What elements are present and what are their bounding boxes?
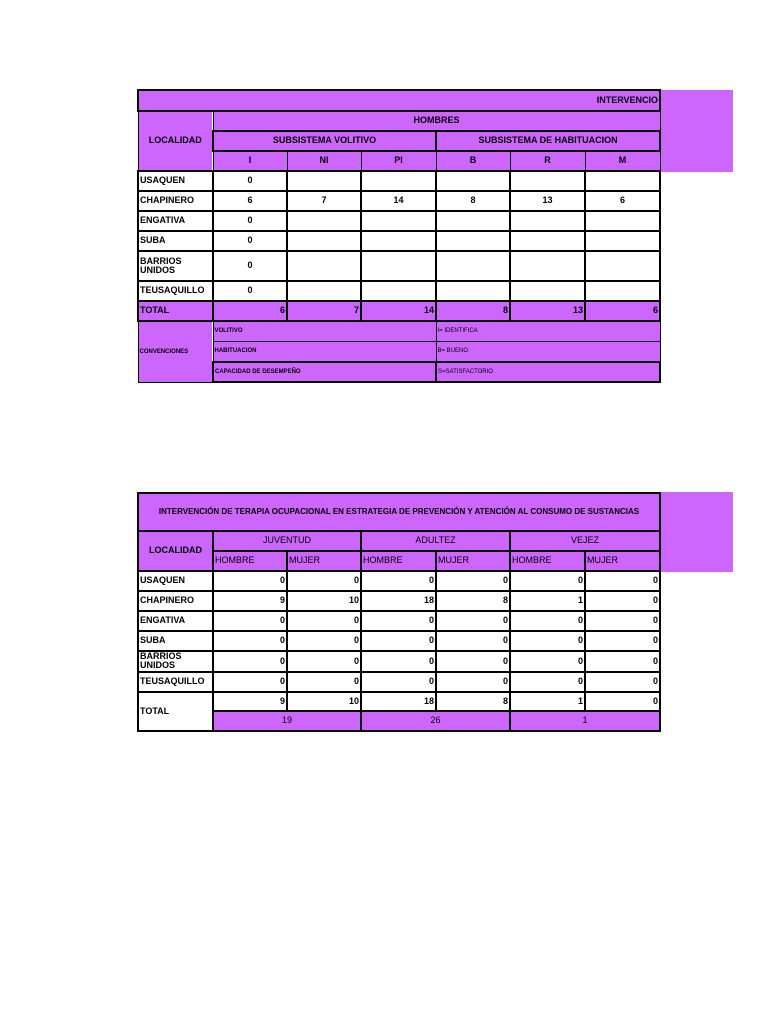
row-label: SUBA (138, 231, 213, 251)
table-row (138, 171, 660, 191)
cell: 1 (510, 591, 585, 611)
group-header: HOMBRES (213, 111, 660, 131)
cell (585, 251, 660, 281)
cell: 0 (361, 651, 436, 672)
row-label: TEUSAQUILLO (138, 281, 213, 301)
total-cell: 10 (287, 692, 361, 711)
cell (436, 251, 510, 281)
subsystem-header: SUBSISTEMA DE HABITUACION (436, 131, 660, 151)
cell (361, 251, 436, 281)
cell: 0 (213, 211, 287, 231)
cell: 0 (510, 611, 585, 631)
sex-header: MUJER (436, 551, 510, 571)
cell: 0 (213, 571, 287, 591)
cell (510, 211, 585, 231)
cell: 0 (436, 631, 510, 651)
cell: 0 (213, 251, 287, 281)
cell: 0 (287, 611, 361, 631)
total-cell: 9 (213, 692, 287, 711)
cell: 13 (510, 191, 585, 211)
column-header: M (585, 151, 660, 171)
convention-item: I= IDENTIFICA (436, 321, 660, 341)
cell (287, 251, 361, 281)
cell: 0 (585, 672, 660, 692)
group-total-cell: 1 (510, 711, 660, 731)
cell: 18 (361, 591, 436, 611)
cell: 0 (436, 611, 510, 631)
total-row (138, 301, 660, 321)
total-row (138, 692, 660, 711)
convention-item: B= BUENO (436, 341, 660, 362)
header-fill-extension (659, 492, 733, 572)
cell: 6 (213, 191, 287, 211)
cell: 0 (436, 672, 510, 692)
table-title: INTERVENCIO (138, 90, 660, 111)
cell: 9 (213, 591, 287, 611)
cell (361, 211, 436, 231)
table-row (138, 611, 660, 631)
row-label: ENGATIVA (138, 211, 213, 231)
cell: 14 (361, 191, 436, 211)
cell: 0 (213, 281, 287, 301)
age-group-header: JUVENTUD (213, 531, 361, 551)
total-cell: 8 (436, 301, 510, 321)
table-row (138, 231, 660, 251)
cell (436, 231, 510, 251)
conventions-label: CONVENCIONES (138, 321, 213, 382)
row-label: USAQUEN (138, 571, 213, 591)
group-total-cell: 26 (361, 711, 510, 731)
cell (510, 281, 585, 301)
total-cell: 6 (213, 301, 287, 321)
table-row (138, 211, 660, 231)
cell (510, 171, 585, 191)
cell: 0 (213, 631, 287, 651)
cell (287, 211, 361, 231)
cell: 0 (361, 571, 436, 591)
convention-item: CAPACIDAD DE DESEMPEÑO (213, 362, 436, 382)
cell (287, 281, 361, 301)
cell: 6 (585, 191, 660, 211)
age-group-header: ADULTEZ (361, 531, 510, 551)
table-title: INTERVENCIÓN DE TERAPIA OCUPACIONAL EN ESTRATEGIA DE PREVENCIÓN Y ATENCIÓN AL CONSUMO DE SUSTANCIAS (138, 493, 660, 531)
cell: 0 (361, 672, 436, 692)
group-total-row (138, 711, 660, 731)
localidad-header: LOCALIDAD (138, 531, 213, 571)
cell (287, 231, 361, 251)
table-row (138, 672, 660, 692)
cell (436, 281, 510, 301)
sex-header: HOMBRE (361, 551, 436, 571)
total-cell: 7 (287, 301, 361, 321)
column-header: I (213, 151, 287, 171)
cell: 0 (213, 231, 287, 251)
cell (510, 251, 585, 281)
cell: 0 (436, 571, 510, 591)
cell: 0 (585, 571, 660, 591)
column-header: PI (361, 151, 436, 171)
cell: 0 (510, 631, 585, 651)
total-cell: 6 (585, 301, 660, 321)
convention-item: HABITUACION (213, 341, 436, 362)
cell: 0 (213, 672, 287, 692)
cell (361, 281, 436, 301)
cell: 0 (585, 611, 660, 631)
substance-prevention-table (137, 492, 661, 732)
cell: 0 (585, 651, 660, 672)
convention-item: VOLITIVO (213, 321, 436, 341)
cell (585, 231, 660, 251)
cell: 0 (287, 571, 361, 591)
total-cell: 1 (510, 692, 585, 711)
sex-header: MUJER (287, 551, 361, 571)
table-row (138, 631, 660, 651)
table-row (138, 281, 660, 301)
volitional-habituation-table (137, 89, 661, 383)
sex-header: HOMBRE (213, 551, 287, 571)
table-row (138, 571, 660, 591)
cell (585, 211, 660, 231)
cell: 0 (436, 651, 510, 672)
column-header: B (436, 151, 510, 171)
total-label: TOTAL (138, 692, 213, 731)
cell (361, 171, 436, 191)
total-label: TOTAL (138, 301, 213, 321)
total-cell: 14 (361, 301, 436, 321)
column-header: NI (287, 151, 361, 171)
row-label: BARRIOS UNIDOS (138, 251, 213, 281)
row-label: CHAPINERO (138, 591, 213, 611)
column-header: R (510, 151, 585, 171)
cell (287, 171, 361, 191)
cell (361, 231, 436, 251)
cell: 7 (287, 191, 361, 211)
cell: 0 (585, 631, 660, 651)
row-label: ENGATIVA (138, 611, 213, 631)
cell: 8 (436, 191, 510, 211)
header-fill-extension (659, 90, 733, 172)
cell: 0 (213, 171, 287, 191)
row-label: USAQUEN (138, 171, 213, 191)
table-row (138, 251, 660, 281)
cell (510, 231, 585, 251)
cell: 0 (287, 651, 361, 672)
cell (436, 211, 510, 231)
table-row (138, 651, 660, 672)
age-group-header: VEJEZ (510, 531, 660, 551)
group-total-cell: 19 (213, 711, 361, 731)
total-cell: 8 (436, 692, 510, 711)
cell: 0 (361, 631, 436, 651)
total-cell: 0 (585, 692, 660, 711)
cell (436, 171, 510, 191)
sex-header: HOMBRE (510, 551, 585, 571)
cell: 0 (510, 571, 585, 591)
table-row (138, 191, 660, 211)
sex-header: MUJER (585, 551, 660, 571)
total-cell: 13 (510, 301, 585, 321)
row-label: SUBA (138, 631, 213, 651)
cell (585, 171, 660, 191)
row-label: BARRIOS UNIDOS (138, 651, 213, 672)
subsystem-header: SUBSISTEMA VOLITIVO (213, 131, 436, 151)
localidad-header: LOCALIDAD (138, 111, 213, 171)
cell: 0 (213, 611, 287, 631)
cell: 10 (287, 591, 361, 611)
cell: 0 (510, 651, 585, 672)
total-cell: 18 (361, 692, 436, 711)
cell: 0 (585, 591, 660, 611)
row-label: TEUSAQUILLO (138, 672, 213, 692)
cell (585, 281, 660, 301)
cell: 8 (436, 591, 510, 611)
cell: 0 (361, 611, 436, 631)
table-row (138, 591, 660, 611)
cell: 0 (510, 672, 585, 692)
cell: 0 (213, 651, 287, 672)
cell: 0 (287, 631, 361, 651)
cell: 0 (287, 672, 361, 692)
convention-item: S=SATISFACTORIO (436, 362, 660, 382)
row-label: CHAPINERO (138, 191, 213, 211)
